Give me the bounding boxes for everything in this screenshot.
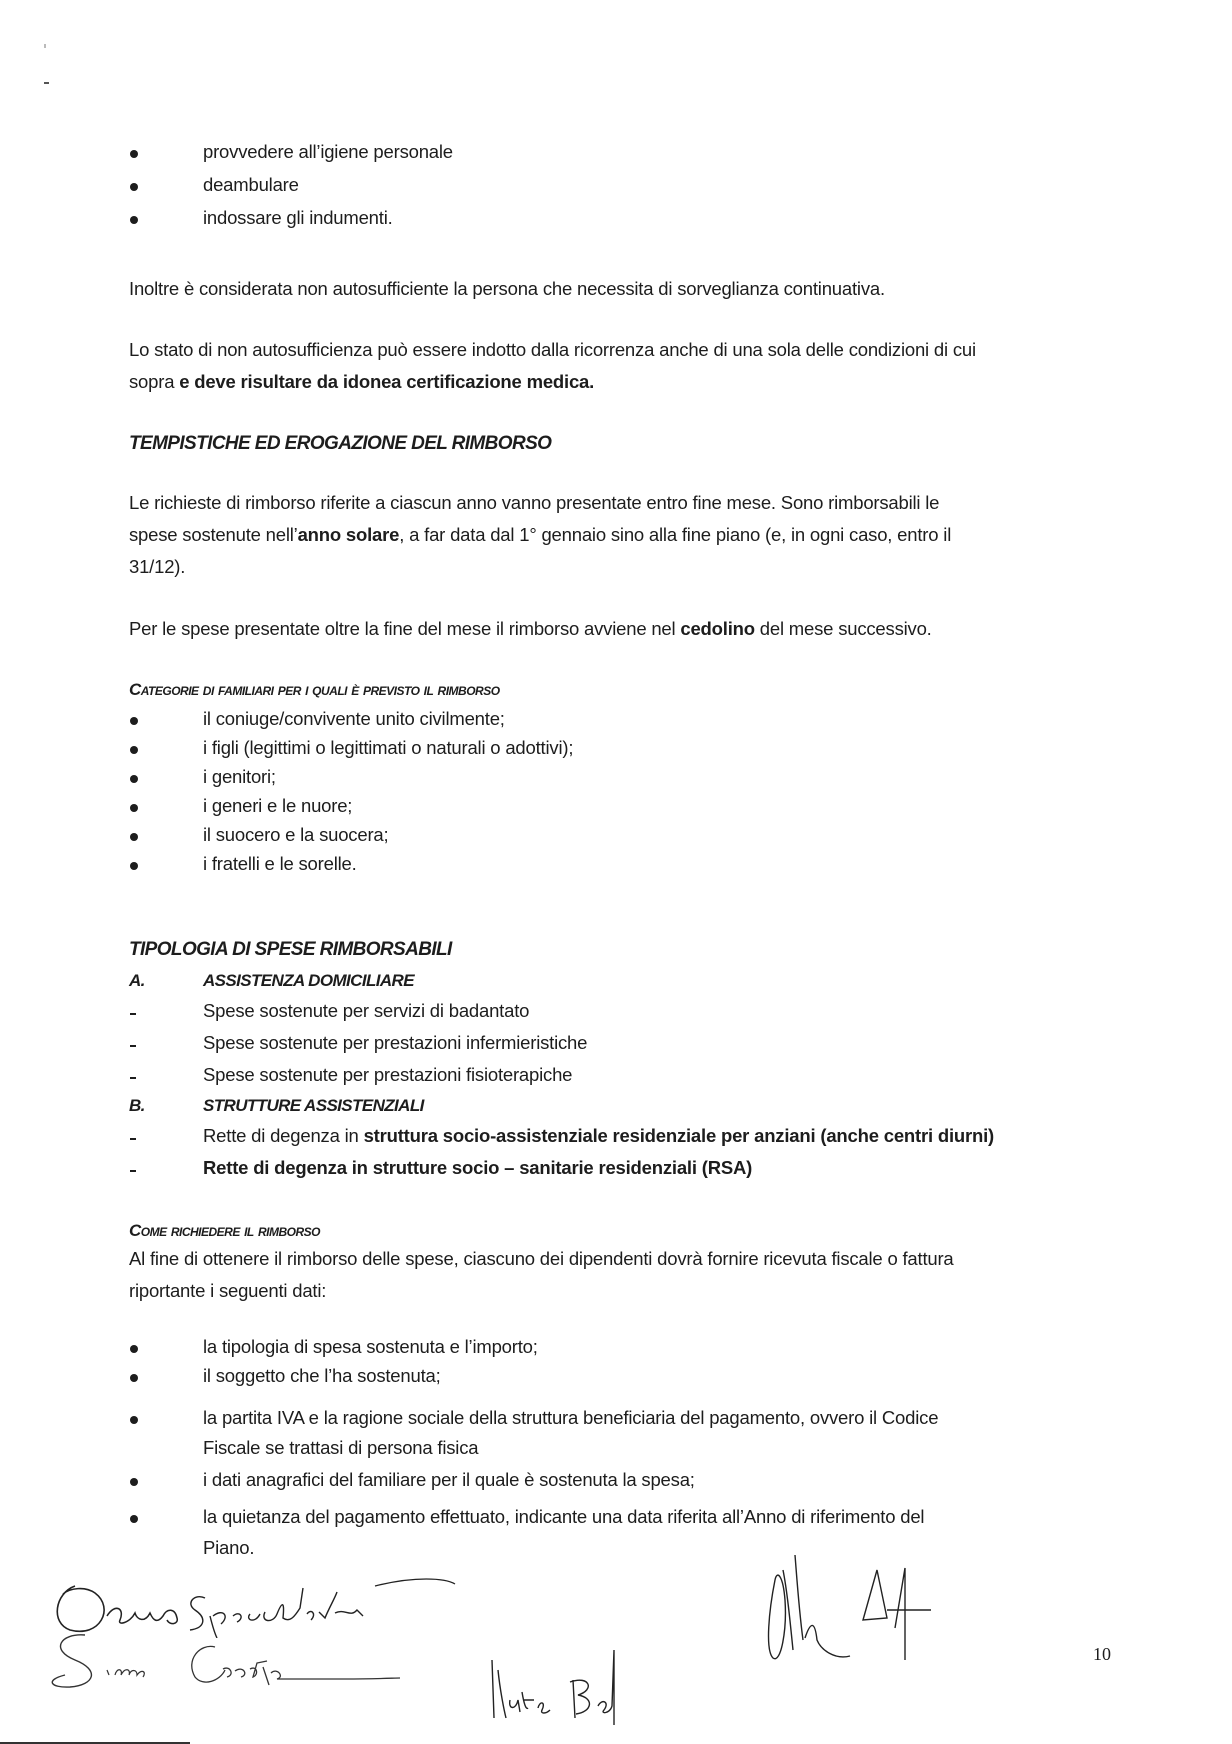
list-item: provvedere all’igiene personale	[203, 141, 453, 162]
bullet-icon	[130, 717, 138, 725]
group-title: ASSISTENZA DOMICILIARE	[203, 971, 414, 990]
page-number: 10	[1093, 1644, 1111, 1664]
dash-icon	[130, 1170, 136, 1172]
text-normal: sopra	[129, 371, 180, 392]
list-item: indossare gli indumenti.	[203, 207, 393, 228]
text-normal: del mese successivo.	[754, 618, 932, 639]
dash-icon	[130, 1013, 136, 1015]
section-heading-categorie: Categorie di familiari per i quali è previsto il rimborso	[129, 680, 500, 699]
list-item: i figli (legittimi o legittimati o naturali o adottivi);	[203, 737, 574, 758]
dash-icon	[130, 1077, 136, 1079]
list-item: i fratelli e le sorelle.	[203, 853, 357, 874]
bullet-icon	[130, 804, 138, 812]
signature-4	[755, 1540, 975, 1670]
text-bold: anno solare	[297, 524, 400, 545]
text-bold: struttura socio-assistenziale residenziale per anziani (anche centri diurni)	[363, 1125, 994, 1146]
scan-artifact	[44, 44, 46, 48]
list-item: Spese sostenute per prestazioni fisioterapiche	[203, 1064, 573, 1085]
paragraph-line: Le richieste di rimborso riferite a ciascun anno vanno presentate entro fine mese. Sono rimborsabili le	[129, 492, 940, 513]
text-normal: , a far data dal 1° gennaio sino alla fine piano (e, in ogni caso, entro il	[399, 524, 952, 545]
bullet-icon	[130, 833, 138, 841]
group-letter: B.	[129, 1096, 145, 1115]
list-item: i generi e le nuore;	[203, 795, 353, 816]
scan-artifact	[44, 82, 49, 84]
list-item: la quietanza del pagamento effettuato, indicante una data riferita all’Anno di riferimento del	[203, 1506, 925, 1527]
dash-icon	[130, 1138, 136, 1140]
list-item	[203, 1127, 994, 1146]
section-heading-tipologia: TIPOLOGIA DI SPESE RIMBORSABILI	[129, 939, 452, 960]
signature-3	[480, 1630, 680, 1730]
text-bold: cedolino	[680, 618, 755, 639]
paragraph-line	[129, 373, 594, 392]
bullet-icon	[130, 1345, 138, 1353]
list-item-continuation: Piano.	[203, 1537, 255, 1558]
list-item: la partita IVA e la ragione sociale della struttura beneficiaria del pagamento, ovvero il Codice	[203, 1407, 939, 1428]
list-item: il soggetto che l’ha sostenuta;	[203, 1365, 441, 1386]
signature-2	[45, 1625, 445, 1705]
bullet-icon	[130, 1416, 138, 1424]
list-item: Rette di degenza in strutture socio – sanitarie residenziali (RSA)	[203, 1157, 753, 1178]
text-normal: Per le spese presentate oltre la fine del mese il rimborso avviene nel	[129, 618, 681, 639]
bullet-icon	[130, 183, 138, 191]
bullet-icon	[130, 1374, 138, 1382]
paragraph-line: 31/12).	[129, 556, 186, 577]
list-item: deambulare	[203, 174, 299, 195]
group-letter: A.	[129, 971, 145, 990]
list-item: Spese sostenute per prestazioni infermieristiche	[203, 1032, 588, 1053]
bullet-icon	[130, 775, 138, 783]
paragraph-line: Al fine di ottenere il rimborso delle spese, ciascuno dei dipendenti dovrà fornire ricevuta fiscale o fattura	[129, 1248, 954, 1269]
bullet-icon	[130, 1478, 138, 1486]
dash-icon	[130, 1045, 136, 1047]
list-item-continuation: Fiscale se trattasi di persona fisica	[203, 1437, 479, 1458]
paragraph-line	[129, 526, 951, 545]
bullet-icon	[130, 862, 138, 870]
section-heading-tempistiche: TEMPISTICHE ED EROGAZIONE DEL RIMBORSO	[129, 433, 552, 454]
list-item: i dati anagrafici del familiare per il quale è sostenuta la spesa;	[203, 1469, 695, 1490]
text-normal: spese sostenute nell’	[129, 524, 298, 545]
paragraph-line: riportante i seguenti dati:	[129, 1280, 327, 1301]
list-item: il coniuge/convivente unito civilmente;	[203, 708, 505, 729]
bullet-icon	[130, 216, 138, 224]
bullet-icon	[130, 746, 138, 754]
paragraph-sorveglianza: Inoltre è considerata non autosufficiente la persona che necessita di sorveglianza continuativa.	[129, 278, 885, 299]
group-title: STRUTTURE ASSISTENZIALI	[203, 1096, 424, 1115]
paragraph-line: Lo stato di non autosufficienza può essere indotto dalla ricorrenza anche di una sola delle condizioni di cui	[129, 339, 976, 360]
list-item: la tipologia di spesa sostenuta e l’importo;	[203, 1336, 538, 1357]
bullet-icon	[130, 1515, 138, 1523]
section-heading-come-richiedere: Come richiedere il rimborso	[129, 1221, 320, 1240]
bullet-icon	[130, 150, 138, 158]
text-bold: e deve risultare da idonea certificazione medica.	[179, 371, 595, 392]
paragraph-cedolino	[129, 620, 932, 639]
list-item: Spese sostenute per servizi di badantato	[203, 1000, 530, 1021]
list-item: il suocero e la suocera;	[203, 824, 389, 845]
text-normal: Rette di degenza in	[203, 1125, 364, 1146]
list-item: i genitori;	[203, 766, 276, 787]
